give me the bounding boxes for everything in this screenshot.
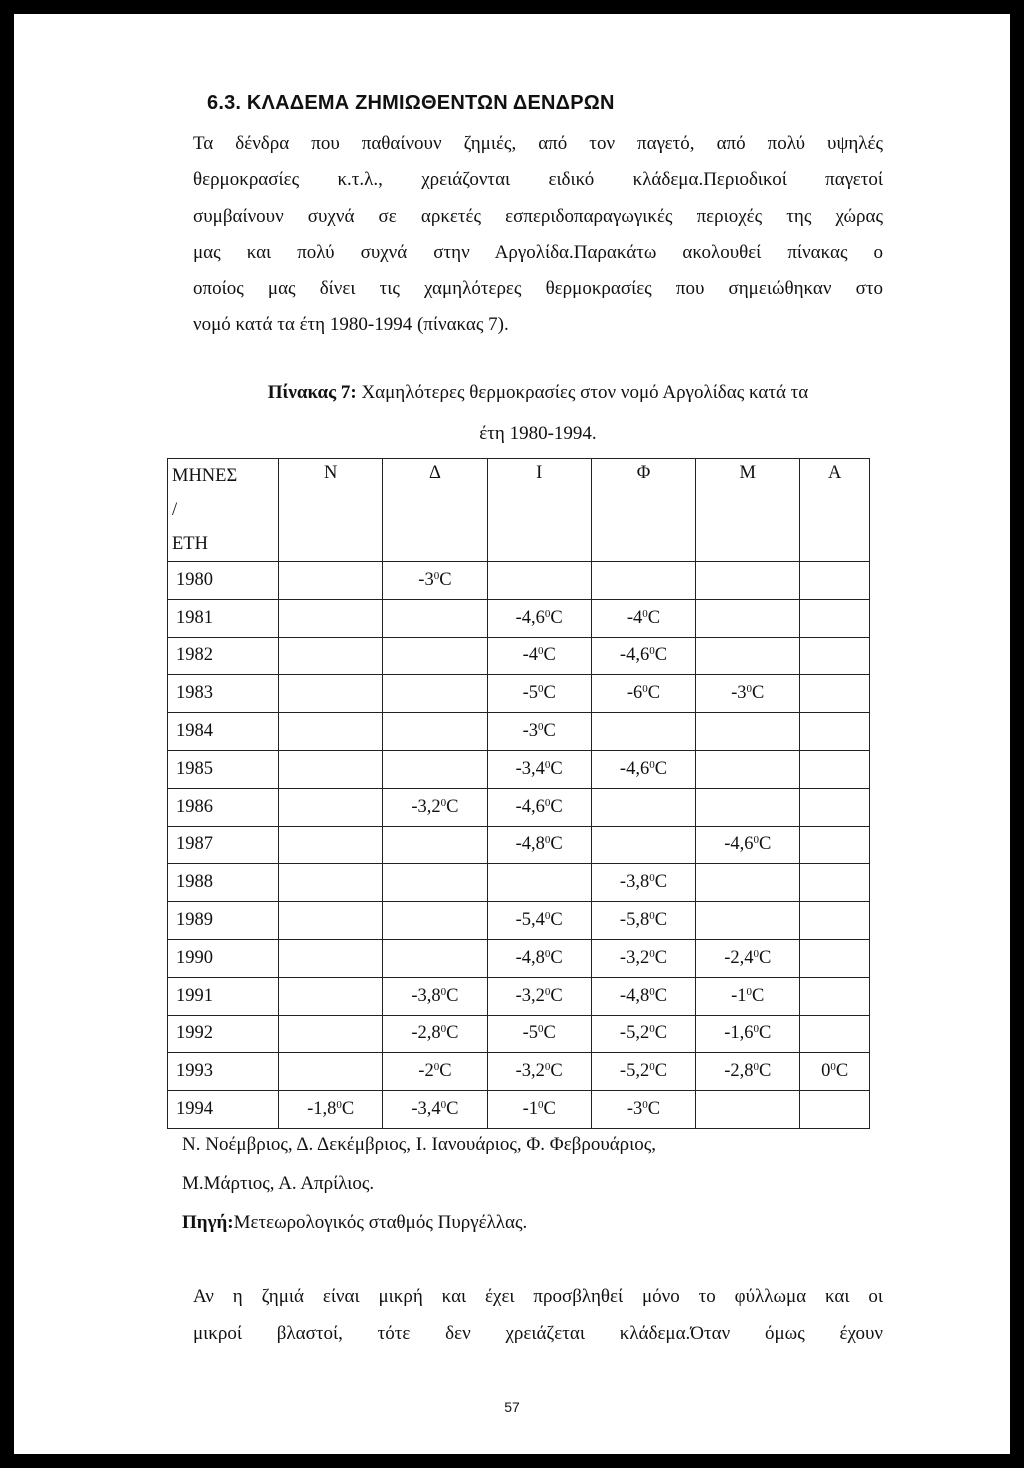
temperature-cell: $-4,6^0C$ <box>487 788 591 826</box>
table-row <box>168 599 870 637</box>
temperature-cell <box>383 713 487 751</box>
temperature-cell: $-3^0C$ <box>696 675 800 713</box>
intro-line: νομό κατά τα έτη 1980-1994 (πίνακας 7). <box>193 314 509 336</box>
temperature-cell: $-1^0C$ <box>487 1091 591 1129</box>
year-cell: 1987 <box>168 826 279 864</box>
temperature-cell <box>800 939 870 977</box>
temperature-cell <box>279 1053 383 1091</box>
temperature-cell: $-1,8^0C$ <box>279 1091 383 1129</box>
intro-line: θερμοκρασίες κ.τ.λ., χρειάζονται ειδικό κλάδεμα.Περιοδικοί παγετοί <box>193 169 883 191</box>
temperature-cell <box>487 864 591 902</box>
section-heading: 6.3. ΚΛΑΔΕΜΑ ΖΗΜΙΩΘΕΝΤΩΝ ΔΕΝΔΡΩΝ <box>207 92 615 114</box>
temperature-cell <box>800 675 870 713</box>
table-row <box>168 1053 870 1091</box>
table-row <box>168 562 870 600</box>
temperature-cell <box>696 902 800 940</box>
temperature-cell <box>800 562 870 600</box>
temperature-cell: $-4,8^0C$ <box>487 826 591 864</box>
intro-line: συμβαίνουν συχνά σε αρκετές εσπεριδοπαραγωγικές περιοχές της χώρας <box>193 205 883 227</box>
month-header: Δ <box>383 459 487 562</box>
table-row <box>168 750 870 788</box>
temperature-cell: $-5,4^0C$ <box>487 902 591 940</box>
temperature-cell <box>800 977 870 1015</box>
temperature-cell: $-3,4^0C$ <box>383 1091 487 1129</box>
source-label: Πηγή: <box>182 1212 234 1233</box>
year-cell: 1983 <box>168 675 279 713</box>
temperature-cell <box>279 637 383 675</box>
year-cell: 1981 <box>168 599 279 637</box>
temperature-cell <box>696 750 800 788</box>
temperature-cell: $-3,2^0C$ <box>487 977 591 1015</box>
temperature-cell: $-2^0C$ <box>383 1053 487 1091</box>
table-caption-label: Πίνακας 7: <box>267 382 357 403</box>
temperature-cell: $-4,6^0C$ <box>696 826 800 864</box>
temperature-cell <box>279 939 383 977</box>
temperature-cell <box>800 599 870 637</box>
temperature-cell <box>383 939 487 977</box>
temperature-cell <box>800 788 870 826</box>
table-body <box>168 562 870 1129</box>
table-row <box>168 939 870 977</box>
temperature-cell <box>696 599 800 637</box>
temperature-cell <box>696 1091 800 1129</box>
temperature-cell: $-1,6^0C$ <box>696 1015 800 1053</box>
temperature-cell: $-4^0C$ <box>591 599 695 637</box>
table-caption-line2: έτη 1980-1994. <box>479 423 597 444</box>
table-row <box>168 637 870 675</box>
temperature-cell <box>279 675 383 713</box>
temperature-cell <box>591 713 695 751</box>
temperature-cell: $-4,8^0C$ <box>591 977 695 1015</box>
year-cell: 1985 <box>168 750 279 788</box>
temperature-cell <box>696 713 800 751</box>
temperature-cell <box>383 675 487 713</box>
temperature-cell <box>800 1091 870 1129</box>
month-header: Φ <box>591 459 695 562</box>
temperature-cell: $-2,8^0C$ <box>383 1015 487 1053</box>
temperature-cell <box>279 750 383 788</box>
table-row <box>168 713 870 751</box>
temperature-cell <box>591 826 695 864</box>
legend-line: Ν. Νοέμβριος, Δ. Δεκέμβριος, Ι. Ιανουάριος, Φ. Φεβρουάριος, <box>182 1134 657 1155</box>
temperature-cell <box>383 599 487 637</box>
year-cell: 1990 <box>168 939 279 977</box>
temperature-cell <box>383 826 487 864</box>
temperature-cell <box>800 750 870 788</box>
temperature-cell <box>279 788 383 826</box>
legend-line: Μ.Μάρτιος, Α. Απρίλιος. <box>182 1173 375 1194</box>
temperature-cell: $-3,2^0C$ <box>591 939 695 977</box>
temperature-cell: $-3^0C$ <box>487 713 591 751</box>
table-caption <box>193 382 883 404</box>
temperature-cell: $-3,8^0C$ <box>383 977 487 1015</box>
temperature-cell <box>800 637 870 675</box>
year-cell: 1991 <box>168 977 279 1015</box>
intro-paragraph <box>193 126 883 344</box>
temperature-cell <box>800 902 870 940</box>
outro-line: μικροί βλαστοί, τότε δεν χρειάζεται κλάδεμα.Όταν όμως έχουν <box>193 1323 883 1344</box>
table-row <box>168 1091 870 1129</box>
temperature-cell <box>383 637 487 675</box>
temperature-cell <box>800 713 870 751</box>
temperature-cell <box>800 1015 870 1053</box>
temperature-cell <box>279 864 383 902</box>
temperature-cell: $-2,4^0C$ <box>696 939 800 977</box>
month-header: Α <box>800 459 870 562</box>
temperature-cell: $-1^0C$ <box>696 977 800 1015</box>
temperature-cell: $-3,2^0C$ <box>487 1053 591 1091</box>
temperature-cell <box>279 599 383 637</box>
page-number: 57 <box>504 1399 520 1415</box>
temperature-cell <box>279 713 383 751</box>
table-row <box>168 826 870 864</box>
temperature-cell: $0^0C$ <box>800 1053 870 1091</box>
year-cell: 1988 <box>168 864 279 902</box>
table-row <box>168 1015 870 1053</box>
year-cell: 1989 <box>168 902 279 940</box>
temperature-cell: $-4,6^0C$ <box>591 637 695 675</box>
temperature-cell: $-4^0C$ <box>487 637 591 675</box>
temperature-cell <box>591 562 695 600</box>
temperature-cell <box>383 750 487 788</box>
temperature-cell: $-3,4^0C$ <box>487 750 591 788</box>
temperature-cell: $-4,6^0C$ <box>487 599 591 637</box>
year-cell: 1994 <box>168 1091 279 1129</box>
source-text: Μετεωρολογικός σταθμός Πυργέλλας. <box>233 1212 528 1233</box>
outro-paragraph <box>193 1278 883 1352</box>
year-cell: 1992 <box>168 1015 279 1053</box>
temperature-cell: $-3^0C$ <box>591 1091 695 1129</box>
temperature-cell: $-5,2^0C$ <box>591 1015 695 1053</box>
temperature-cell <box>279 562 383 600</box>
temperature-cell: $-5^0C$ <box>487 1015 591 1053</box>
year-cell: 1984 <box>168 713 279 751</box>
temperature-cell: $-3,8^0C$ <box>591 864 695 902</box>
year-cell: 1980 <box>168 562 279 600</box>
temperature-table <box>167 458 870 1129</box>
temperature-cell <box>487 562 591 600</box>
temperature-cell <box>279 977 383 1015</box>
table-row <box>168 902 870 940</box>
temperature-cell: $-2,8^0C$ <box>696 1053 800 1091</box>
temperature-cell: $-5,2^0C$ <box>591 1053 695 1091</box>
month-header: Μ <box>696 459 800 562</box>
temperature-cell: $-3^0C$ <box>383 562 487 600</box>
temperature-cell: $-5,8^0C$ <box>591 902 695 940</box>
temperature-cell <box>800 826 870 864</box>
intro-line: οποίος μας δίνει τις χαμηλότερες θερμοκρασίες που σημειώθηκαν στο <box>193 278 883 300</box>
corner-header: ΜΗΝΕΣ / ΕΤΗ <box>168 459 279 562</box>
temperature-cell <box>696 864 800 902</box>
temperature-cell <box>696 788 800 826</box>
year-cell: 1982 <box>168 637 279 675</box>
temperature-cell <box>696 562 800 600</box>
temperature-cell: $-5^0C$ <box>487 675 591 713</box>
temperature-cell <box>383 902 487 940</box>
month-header: Ν <box>279 459 383 562</box>
temperature-cell: $-4,8^0C$ <box>487 939 591 977</box>
table-row <box>168 864 870 902</box>
table-row <box>168 977 870 1015</box>
table-caption-text: Χαμηλότερες θερμοκρασίες στον νομό Αργολίδας κατά τα <box>361 382 809 403</box>
temperature-cell <box>800 864 870 902</box>
temperature-cell: $-3,2^0C$ <box>383 788 487 826</box>
temperature-cell <box>696 637 800 675</box>
temperature-cell <box>279 826 383 864</box>
outro-line: Αν η ζημιά είναι μικρή και έχει προσβληθεί μόνο το φύλλωμα και οι <box>193 1286 883 1307</box>
year-cell: 1993 <box>168 1053 279 1091</box>
temperature-cell: $-4,6^0C$ <box>591 750 695 788</box>
year-cell: 1986 <box>168 788 279 826</box>
intro-line: μας και πολύ συχνά στην Αργολίδα.Παρακάτω ακολουθεί πίνακας ο <box>193 241 883 263</box>
intro-line: Τα δένδρα που παθαίνουν ζημιές, από τον παγετό, από πολύ υψηλές <box>193 133 883 154</box>
temperature-cell <box>279 902 383 940</box>
document-page <box>14 14 1010 1454</box>
temperature-cell <box>279 1015 383 1053</box>
month-header: Ι <box>487 459 591 562</box>
table-row <box>168 788 870 826</box>
source-note <box>182 1212 882 1234</box>
temperature-cell <box>591 788 695 826</box>
temperature-cell: $-6^0C$ <box>591 675 695 713</box>
table-row <box>168 675 870 713</box>
table-header-row <box>168 459 870 562</box>
temperature-cell <box>383 864 487 902</box>
